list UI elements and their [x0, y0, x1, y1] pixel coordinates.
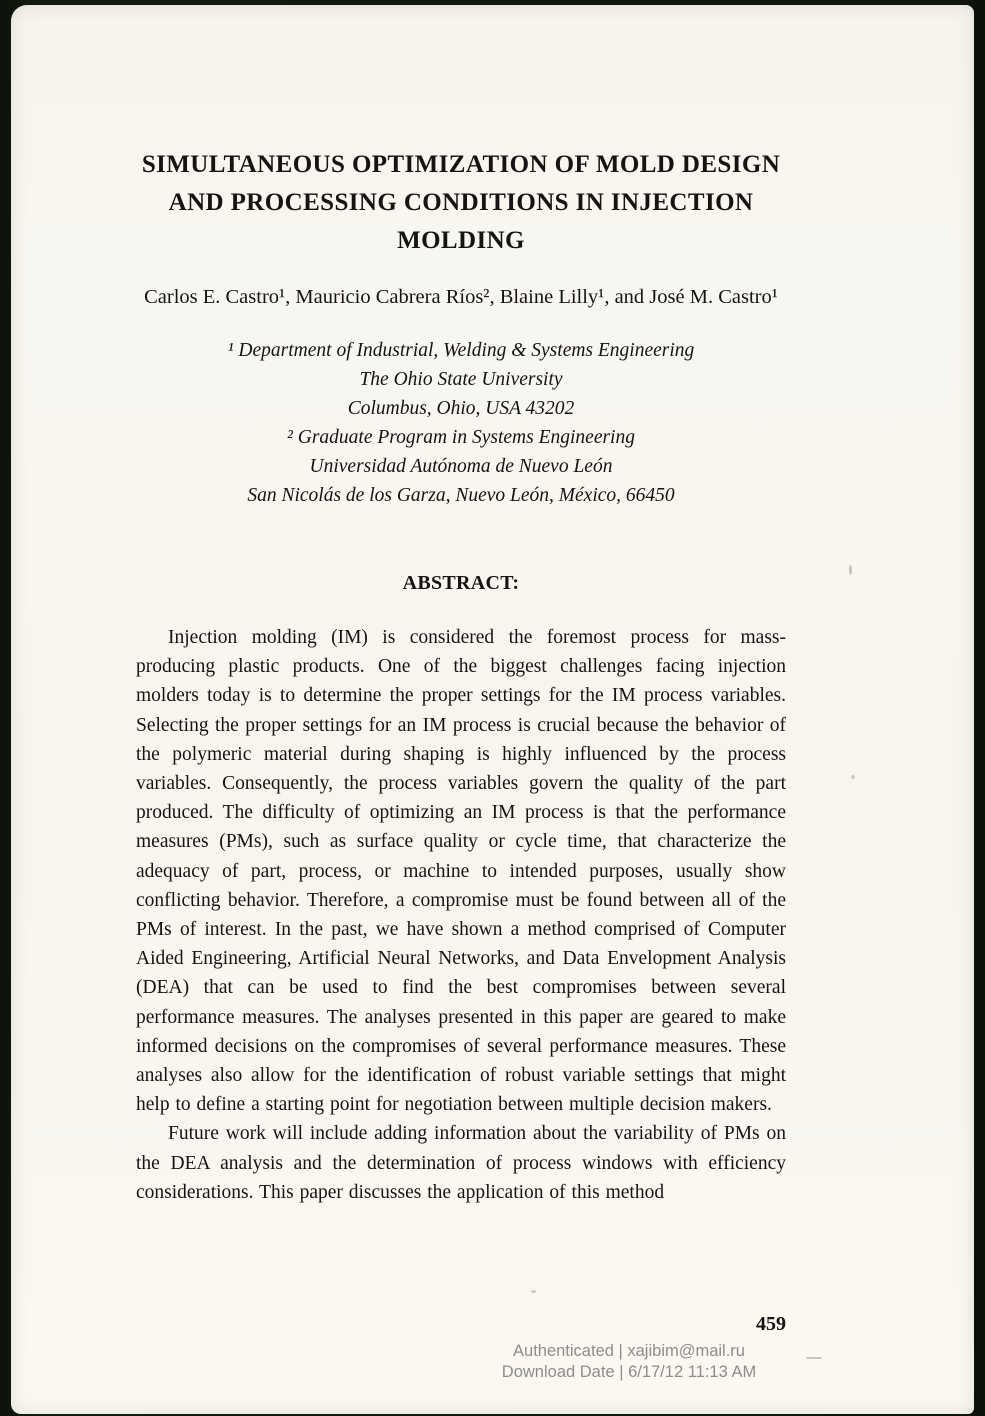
affiliation-program: ² Graduate Program in Systems Engineering [287, 427, 635, 448]
affiliation-university-2: Universidad Autónoma de Nuevo León [309, 456, 613, 477]
affiliation-dept: ¹ Department of Industrial, Welding & Systems Engineering [227, 340, 695, 361]
paper-title-line-2: AND PROCESSING CONDITIONS IN INJECTION [168, 189, 754, 216]
affiliation-city-2: San Nicolás de los Garza, Nuevo León, México, 66450 [247, 485, 675, 506]
affiliation-university-1: The Ohio State University [359, 369, 563, 390]
watermark-authenticated-line: Authenticated | xajibim@mail.ru [513, 1342, 745, 1360]
paper-title-line-1: SIMULTANEOUS OPTIMIZATION OF MOLD DESIGN [141, 151, 781, 178]
paper-title-line-3: MOLDING [397, 227, 525, 254]
page-number: 459 [756, 1313, 786, 1335]
affiliations-block [136, 336, 786, 510]
watermark-download-date-line: Download Date | 6/17/12 11:13 AM [501, 1363, 757, 1381]
document-page [11, 5, 974, 1414]
abstract-paragraph-2: Future work will include adding information about the variability of PMs on the DEA analysis and the determination of process windows with efficiency considerations. This paper discusses the application of this method [136, 1123, 786, 1203]
affiliation-city-1: Columbus, Ohio, USA 43202 [347, 398, 575, 419]
scan-speck [851, 775, 855, 779]
abstract-paragraph-1: Injection molding (IM) is considered the foremost process for mass-producing plastic products. One of the biggest challenges facing injection molders today is to determine the proper settings for the IM process variables. Selecting the proper settings for an IM process is crucial because the behavior of the polymeric material during shaping is highly influenced by the process variables. Consequently, the process variables govern the quality of the part produced. The difficulty of optimizing an IM process is that the performance measures (PMs), such as surface quality or cycle time, that characterize the adequacy of part, process, or machine to intended purposes, usually show conflicting behavior. Therefore, a compromise must be found between all of the PMs of interest. In the past, we have shown a method comprised of Computer Aided Engineering, Artificial Neural Networks, and Data Envelopment Analysis (DEA) that can be used to find the best compromises between several performance measures. The analyses presented in this paper are geared to make informed decisions on the compromises of several performance measures. These analyses also allow for the identification of robust variable settings that might help to define a starting point for negotiation between multiple decision makers. [136, 627, 786, 1116]
scan-artifact-dash [806, 1357, 822, 1359]
authors-line: Carlos E. Castro¹, Mauricio Cabrera Ríos², Blaine Lilly¹, and José M. Castro¹ [144, 286, 778, 308]
scan-speck [849, 565, 852, 575]
page-content [136, 5, 786, 1207]
authentication-watermark [488, 1341, 770, 1383]
abstract-heading: ABSTRACT: [402, 572, 520, 594]
scan-speck [531, 1290, 536, 1293]
paper-title [136, 146, 786, 260]
